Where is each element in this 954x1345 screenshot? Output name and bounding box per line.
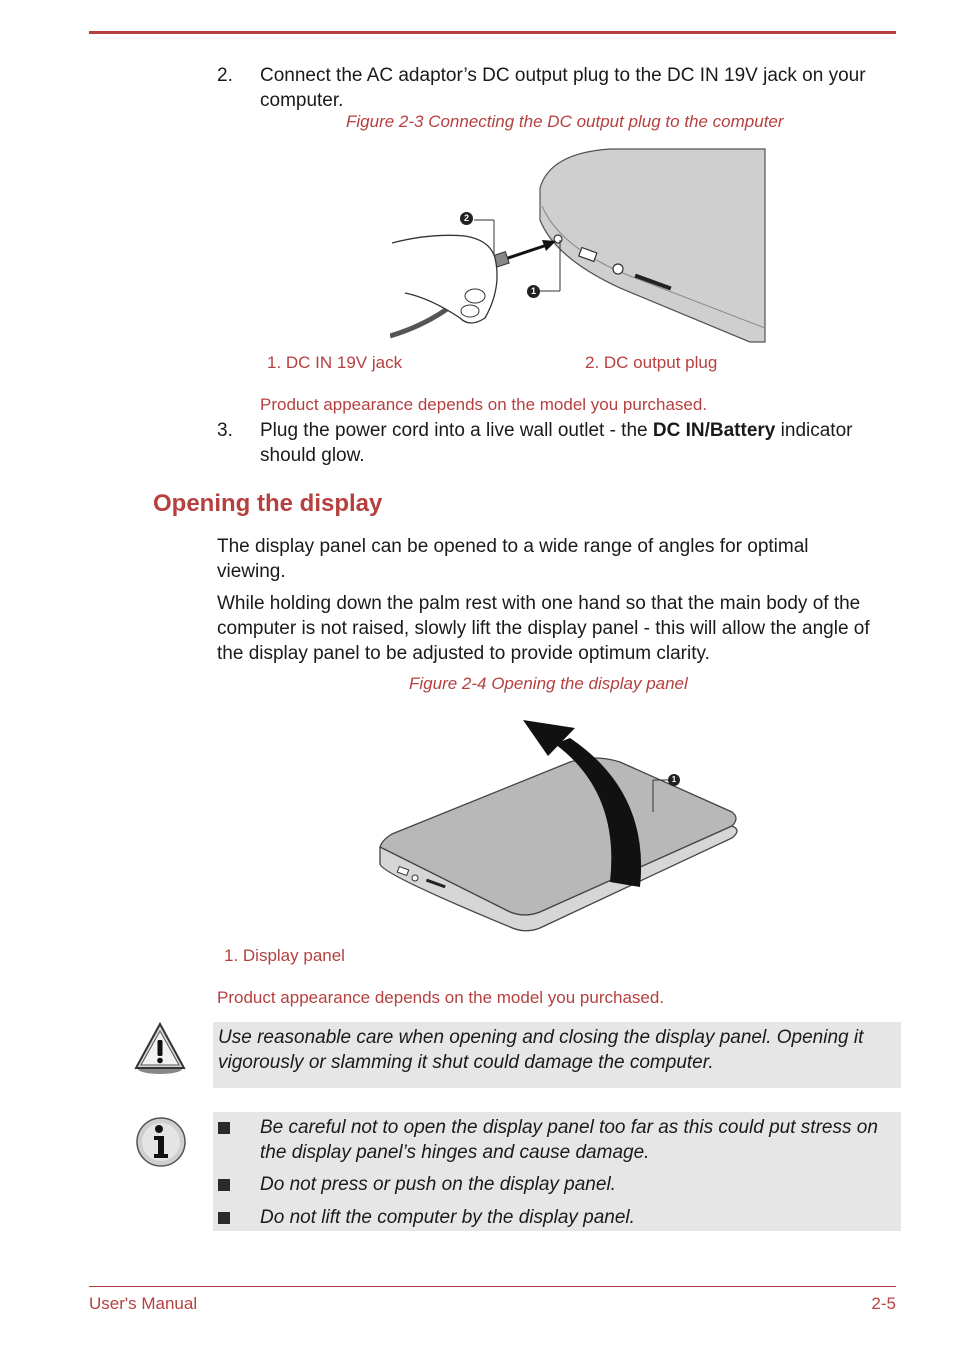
section-heading: Opening the display <box>153 490 383 517</box>
section-paragraph-1: The display panel can be opened to a wide range of angles for optimal viewing. <box>217 536 809 582</box>
footer-rule <box>89 1286 896 1287</box>
dc-plug-connection-illustration <box>390 148 770 344</box>
footer-manual-title: User's Manual <box>89 1294 198 1313</box>
opening-display-illustration <box>370 712 750 940</box>
caution-note-box <box>213 1022 901 1088</box>
footer-page-number: 2-5 <box>871 1294 896 1313</box>
bullet-marker <box>218 1212 230 1224</box>
product-appearance-note: Product appearance depends on the model you purchased. <box>260 395 708 414</box>
bullet-marker <box>218 1122 230 1134</box>
info-note-box <box>213 1112 901 1231</box>
warning-triangle-icon <box>134 1021 186 1075</box>
info-item-2: Do not press or push on the display panel. <box>260 1174 616 1195</box>
header-rule <box>89 31 896 34</box>
product-appearance-note-2: Product appearance depends on the model you purchased. <box>217 988 665 1007</box>
callout-2-marker: 2 <box>460 212 473 225</box>
dc-in-battery-bold: DC IN/Battery <box>652 420 776 441</box>
figure-2-3-caption: Figure 2-3 Connecting the DC output plug to the computer <box>346 112 784 131</box>
step-3-number: 3. <box>217 420 233 441</box>
caution-note-text: Use reasonable care when opening and closing the display panel. Opening it vigorously or slamming it shut could damage the computer. <box>218 1027 864 1073</box>
step-3-text: Plug the power cord into a live wall outlet - the DC IN/Battery indicator should glow. <box>260 420 853 466</box>
step-2-number: 2. <box>217 65 233 86</box>
info-item-1: Be careful not to open the display panel too far as this could put stress on the display panel’s hinges and cause damage. <box>260 1117 878 1163</box>
bullet-marker <box>218 1179 230 1191</box>
display-panel-callout-marker: 1 <box>668 774 680 786</box>
section-paragraph-2: While holding down the palm rest with one hand so that the main body of the computer is not raised, slowly lift the display panel - this will allow the angle of the display panel to be adjusted to provide optimum clarity. <box>217 593 870 664</box>
info-icon <box>135 1116 187 1168</box>
info-item-3: Do not lift the computer by the display panel. <box>260 1207 635 1228</box>
dc-in-jack-label: 1. DC IN 19V jack <box>267 353 403 372</box>
callout-1-marker: 1 <box>527 285 540 298</box>
dc-output-plug-label: 2. DC output plug <box>585 353 718 372</box>
figure-2-4-caption: Figure 2-4 Opening the display panel <box>409 674 688 693</box>
step-2-text: Connect the AC adaptor’s DC output plug to the DC IN 19V jack on your computer. <box>260 65 866 111</box>
display-panel-label: 1. Display panel <box>224 946 345 965</box>
